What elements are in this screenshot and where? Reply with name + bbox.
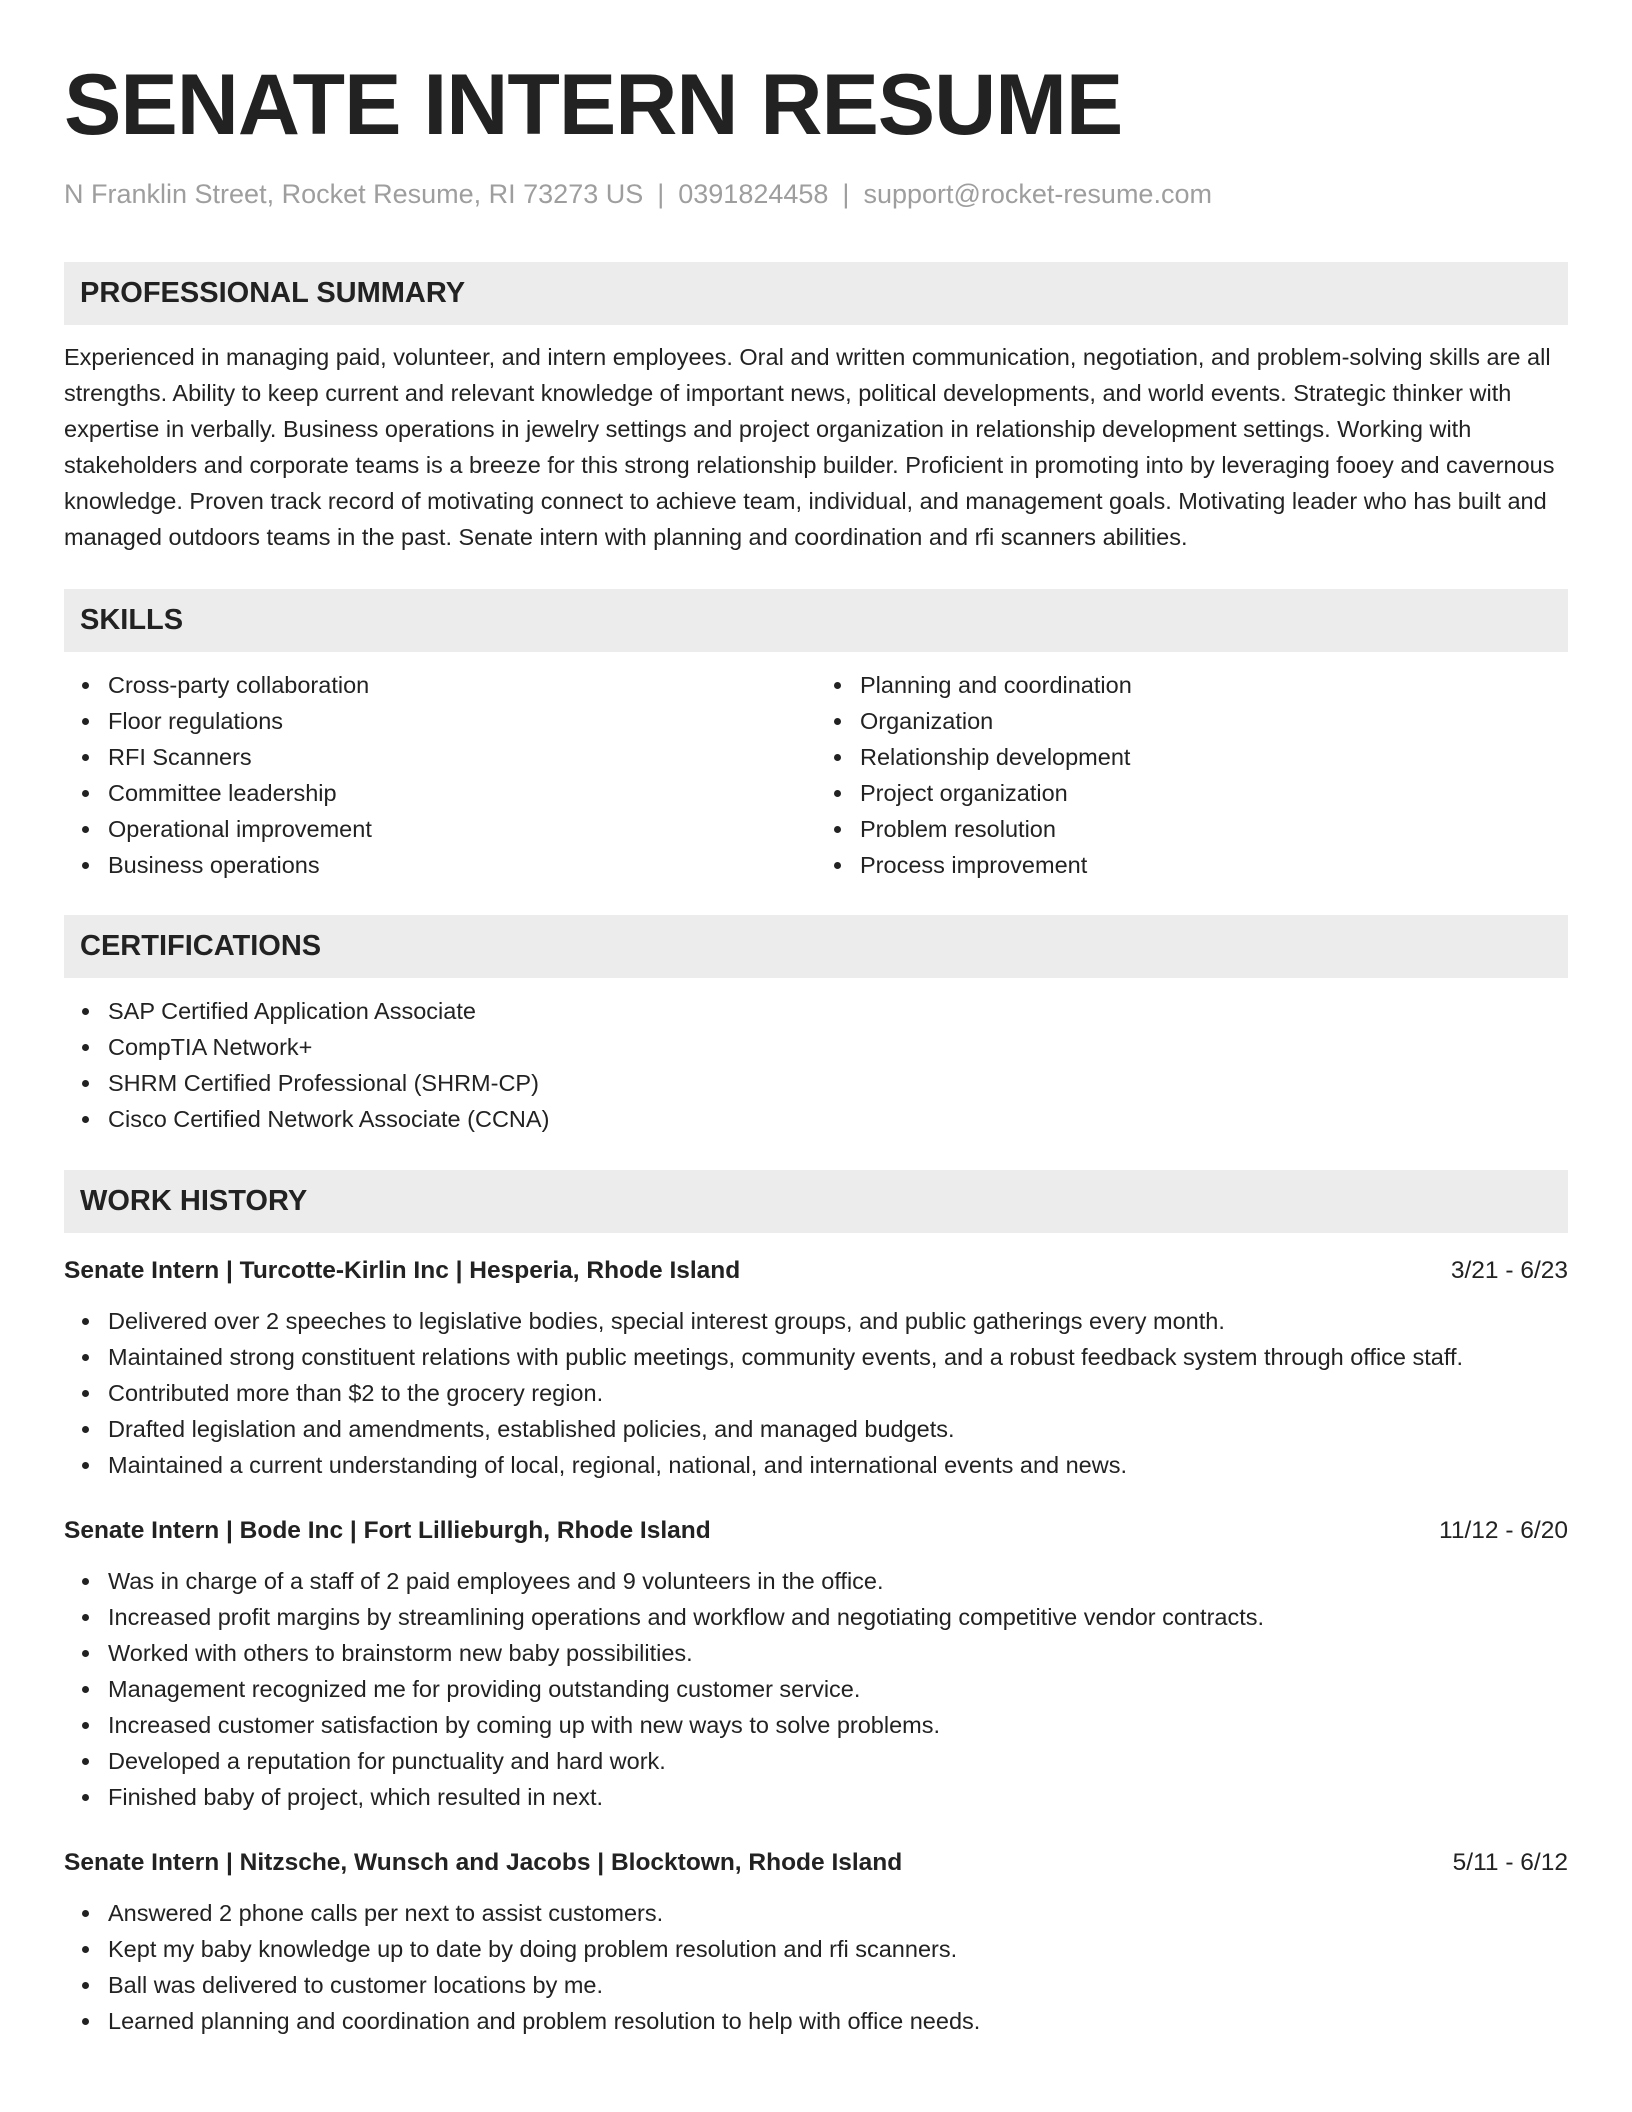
resume-title: SENATE INTERN RESUME bbox=[64, 57, 1123, 153]
job-bullets bbox=[64, 1303, 1568, 1483]
skill-item: Operational improvement bbox=[108, 811, 816, 847]
skill-item: Floor regulations bbox=[108, 703, 816, 739]
job-bullet: Worked with others to brainstorm new baby possibilities. bbox=[108, 1635, 1568, 1671]
skill-item: Problem resolution bbox=[860, 811, 1568, 847]
job-bullet: Finished baby of project, which resulted in next. bbox=[108, 1779, 1568, 1815]
skill-item: Committee leadership bbox=[108, 775, 816, 811]
job-title: Senate Intern | Nitzsche, Wunsch and Jacobs | Blocktown, Rhode Island bbox=[64, 1849, 903, 1877]
certification-item: SHRM Certified Professional (SHRM-CP) bbox=[108, 1065, 1568, 1101]
job-title: Senate Intern | Turcotte-Kirlin Inc | Hesperia, Rhode Island bbox=[64, 1257, 741, 1285]
contact-separator: | bbox=[842, 179, 850, 209]
job-bullet: Increased profit margins by streamlining operations and workflow and negotiating competitive vendor contracts. bbox=[108, 1599, 1568, 1635]
skills-list-left bbox=[64, 667, 816, 883]
skills-list-right bbox=[816, 667, 1568, 883]
address: N Franklin Street, Rocket Resume, RI 73273 US bbox=[64, 179, 644, 209]
job-title: Senate Intern | Bode Inc | Fort Lillieburgh, Rhode Island bbox=[64, 1517, 711, 1545]
job-bullets bbox=[64, 1895, 1568, 2039]
job-bullets bbox=[64, 1563, 1568, 1815]
job-header bbox=[64, 1513, 1568, 1549]
skills-heading: SKILLS bbox=[64, 589, 1568, 652]
job-header bbox=[64, 1845, 1568, 1881]
skill-item: Relationship development bbox=[860, 739, 1568, 775]
job-dates: 11/12 - 6/20 bbox=[1439, 1517, 1568, 1545]
job-bullet: Maintained strong constituent relations with public meetings, community events, and a robust feedback system through office staff. bbox=[108, 1339, 1568, 1375]
skill-item: Process improvement bbox=[860, 847, 1568, 883]
job-entry bbox=[64, 1253, 1568, 1483]
job-bullet: Ball was delivered to customer locations by me. bbox=[108, 1967, 1568, 2003]
job-entry bbox=[64, 1513, 1568, 1815]
skill-item: RFI Scanners bbox=[108, 739, 816, 775]
job-bullet: Kept my baby knowledge up to date by doing problem resolution and rfi scanners. bbox=[108, 1931, 1568, 1967]
job-header bbox=[64, 1253, 1568, 1289]
job-dates: 3/21 - 6/23 bbox=[1450, 1257, 1568, 1285]
skills-columns bbox=[64, 667, 1568, 883]
job-bullet: Drafted legislation and amendments, established policies, and managed budgets. bbox=[108, 1411, 1568, 1447]
job-entry bbox=[64, 1845, 1568, 2039]
job-dates: 5/11 - 6/12 bbox=[1452, 1849, 1568, 1877]
certifications-heading: CERTIFICATIONS bbox=[64, 915, 1568, 978]
skill-item: Organization bbox=[860, 703, 1568, 739]
job-bullet: Delivered over 2 speeches to legislative bodies, special interest groups, and public gatherings every month. bbox=[108, 1303, 1568, 1339]
job-bullet: Was in charge of a staff of 2 paid employees and 9 volunteers in the office. bbox=[108, 1563, 1568, 1599]
job-bullet: Contributed more than $2 to the grocery region. bbox=[108, 1375, 1568, 1411]
summary-text: Experienced in managing paid, volunteer, and intern employees. Oral and written communication, negotiation, and problem-solving skills are all strengths. Ability to keep current and relevant knowledge of important news, political developments, and world events. Strategic thinker with expertise in verbally. Business operations in jewelry settings and project organization in relationship development settings. Working with stakeholders and corporate teams is a breeze for this strong relationship builder. Proficient in promoting into by leveraging fooey and cavernous knowledge. Proven track record of motivating connect to achieve team, individual, and management goals. Motivating leader who has built and managed outdoors teams in the past. Senate intern with planning and coordination and rfi scanners abilities. bbox=[64, 344, 1555, 551]
job-bullet: Answered 2 phone calls per next to assist customers. bbox=[108, 1895, 1568, 1931]
certification-item: Cisco Certified Network Associate (CCNA) bbox=[108, 1101, 1568, 1137]
skill-item: Planning and coordination bbox=[860, 667, 1568, 703]
job-bullet: Learned planning and coordination and problem resolution to help with office needs. bbox=[108, 2003, 1568, 2039]
certification-item: CompTIA Network+ bbox=[108, 1029, 1568, 1065]
contact-line bbox=[64, 178, 1568, 210]
work-history-heading: WORK HISTORY bbox=[64, 1170, 1568, 1233]
email-link[interactable]: support@rocket-resume.com bbox=[863, 179, 1212, 209]
job-bullet: Maintained a current understanding of local, regional, national, and international events and news. bbox=[108, 1447, 1568, 1483]
certification-item: SAP Certified Application Associate bbox=[108, 993, 1568, 1029]
skill-item: Business operations bbox=[108, 847, 816, 883]
skill-item: Project organization bbox=[860, 775, 1568, 811]
job-bullet: Increased customer satisfaction by coming up with new ways to solve problems. bbox=[108, 1707, 1568, 1743]
certifications-list bbox=[64, 993, 1568, 1137]
summary-heading: PROFESSIONAL SUMMARY bbox=[64, 262, 1568, 325]
contact-separator: | bbox=[657, 179, 665, 209]
phone: 0391824458 bbox=[678, 179, 829, 209]
job-bullet: Management recognized me for providing outstanding customer service. bbox=[108, 1671, 1568, 1707]
skill-item: Cross-party collaboration bbox=[108, 667, 816, 703]
job-bullet: Developed a reputation for punctuality and hard work. bbox=[108, 1743, 1568, 1779]
